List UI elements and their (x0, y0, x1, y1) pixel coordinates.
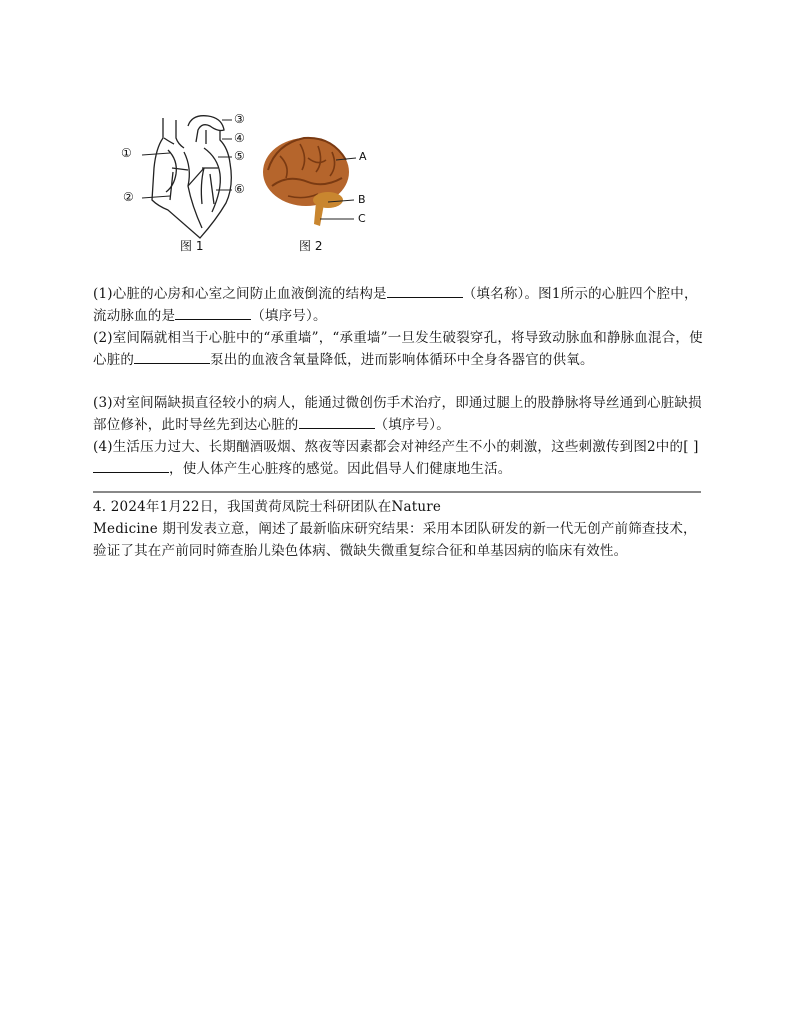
section-divider (93, 491, 701, 493)
q4-text-a: (4)生活压力过大、长期酗酒吸烟、熬夜等因素都会对神经产生不小的刺激，这些刺激传到图2中的[ ] (93, 439, 699, 455)
q3-text-b: （填序号）。 (374, 417, 450, 433)
heart-label-6: ⑥ (234, 182, 245, 196)
q1-text-a: (1)心脏的心房和心室之间防止血液倒流的结构是 (93, 286, 387, 302)
figure-panel (118, 108, 378, 258)
brain-label-c: C (358, 212, 366, 225)
heart-label-5: ⑤ (234, 149, 245, 163)
question-4 (93, 496, 705, 562)
question-4-line-1: 4. 2024年1月22日，我国黄荷凤院士科研团队在Nature (93, 499, 442, 515)
figure-illustrations (118, 108, 378, 258)
figure-1-caption: 图 1 (180, 239, 204, 253)
q1-text-b: （填名称）。图1所示的心脏四个腔中，流动脉血的是 (93, 286, 698, 324)
heart-diagram (152, 116, 231, 238)
q2-blank-1[interactable] (134, 349, 210, 364)
question-part-1 (93, 283, 705, 327)
q2-text-b: 泵出的血液含氧量降低，进而影响体循环中全身各器官的供氧。 (210, 352, 594, 368)
q3-blank-1[interactable] (299, 414, 375, 429)
q2-text-a: (2)室间隔就相当于心脏中的“承重墙”，“承重墙”一旦发生破裂穿孔，将导致动脉血和静脉血混合，使心脏的 (93, 330, 703, 368)
heart-label-3: ③ (234, 112, 245, 126)
question-part-2 (93, 327, 705, 371)
q1-text-c: （填序号）。 (251, 308, 327, 324)
brain-image (263, 138, 349, 226)
brain-label-a: A (359, 150, 367, 163)
brain-label-b: B (358, 193, 366, 206)
q1-blank-1[interactable] (387, 283, 463, 298)
heart-label-4: ④ (234, 131, 245, 145)
figure-2-caption: 图 2 (299, 239, 323, 253)
q3-text-a: (3)对室间隔缺损直径较小的病人，能通过微创伤手术治疗，即通过腿上的股静脉将导丝通到心脏缺损部位修补，此时导丝先到达心脏的 (93, 395, 702, 433)
heart-label-1: ① (121, 146, 132, 160)
q4-text-b: ，使人体产生心脏疼的感觉。因此倡导人们健康地生活。 (169, 461, 512, 477)
question-part-3 (93, 392, 705, 436)
question-4-body: Medicine 期刊发表立意，阐述了最新临床研究结果：采用本团队研发的新一代无创产前筛查技术，验证了其在产前同时筛查胎儿染色体病、微缺失微重复综合征和单基因病的临床有效性。 (93, 521, 697, 559)
q4-blank-1[interactable] (93, 458, 169, 473)
q1-blank-2[interactable] (175, 305, 251, 320)
question-part-4 (93, 436, 705, 480)
heart-label-2: ② (123, 190, 134, 204)
